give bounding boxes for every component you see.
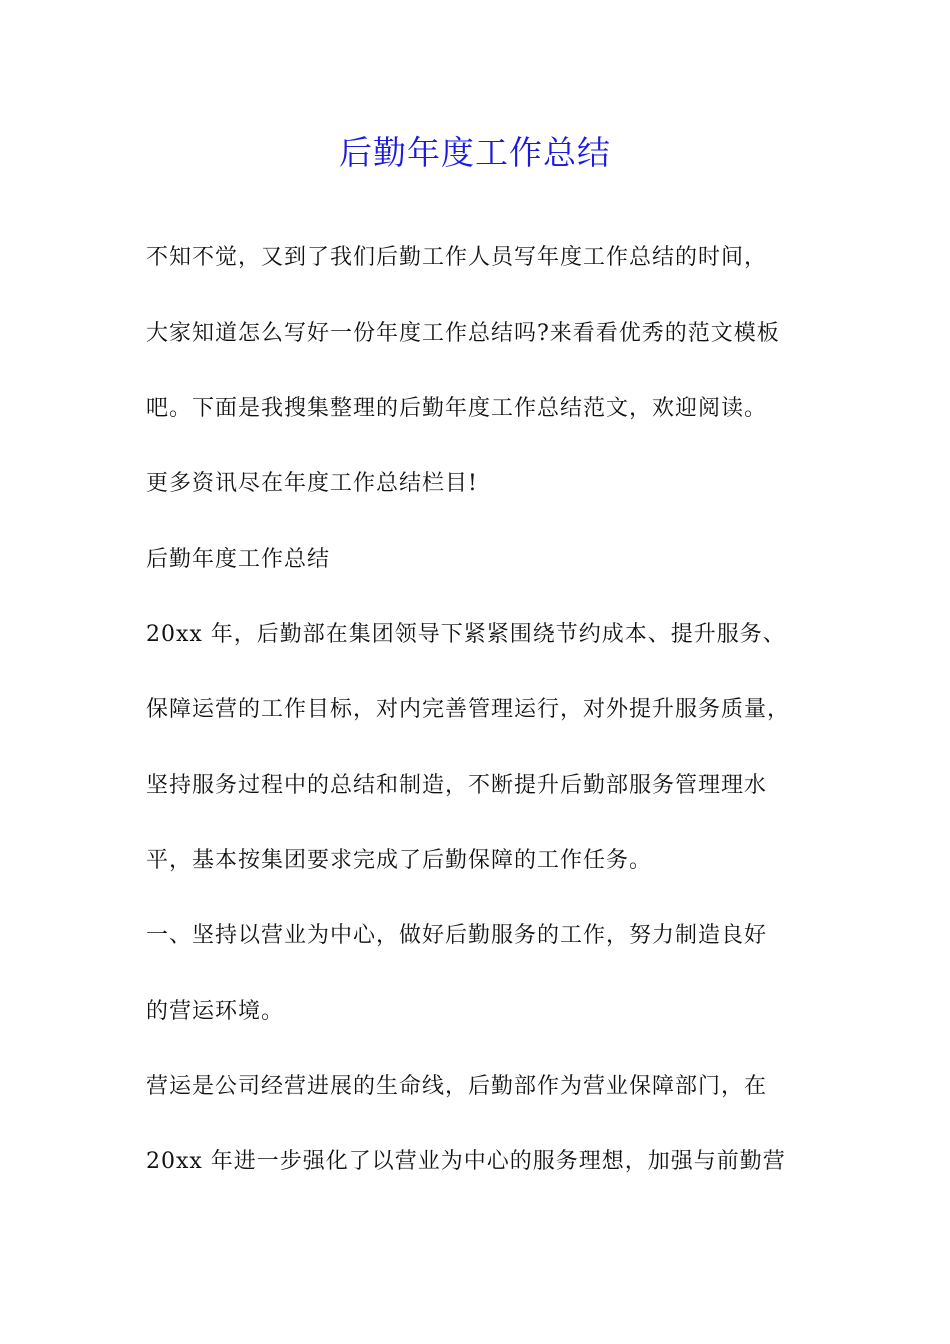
body-line-7: 保障运营的工作目标，对内完善管理运行，对外提升服务质量， [146,697,791,722]
body-line-9: 平，基本按集团要求完成了后勤保障的工作任务。 [146,848,653,873]
body-line-13: 20xx 年进一步强化了以营业为中心的服务理想，加强与前勤营 [146,1149,786,1174]
body-line-11: 的营运环境。 [146,999,285,1024]
body-line-4: 更多资讯尽在年度工作总结栏目! [146,471,478,496]
body-line-3: 吧。下面是我搜集整理的后勤年度工作总结范文，欢迎阅读。 [146,396,768,421]
body-line-2: 大家知道怎么写好一份年度工作总结吗?来看看优秀的范文模板 [146,321,780,346]
body-line-6: 20xx 年，后勤部在集团领导下紧紧围绕节约成本、提升服务、 [146,622,786,647]
body-line-8: 坚持服务过程中的总结和制造，不断提升后勤部服务管理理水 [146,773,768,798]
body-line-1: 不知不觉，又到了我们后勤工作人员写年度工作总结的时间， [146,245,768,270]
body-line-10: 一、坚持以营业为中心，做好后勤服务的工作，努力制造良好 [146,923,768,948]
body-line-5: 后勤年度工作总结 [146,547,331,572]
document-title: 后勤年度工作总结 [339,133,611,172]
body-line-12: 营运是公司经营进展的生命线，后勤部作为营业保障部门，在 [146,1074,768,1099]
